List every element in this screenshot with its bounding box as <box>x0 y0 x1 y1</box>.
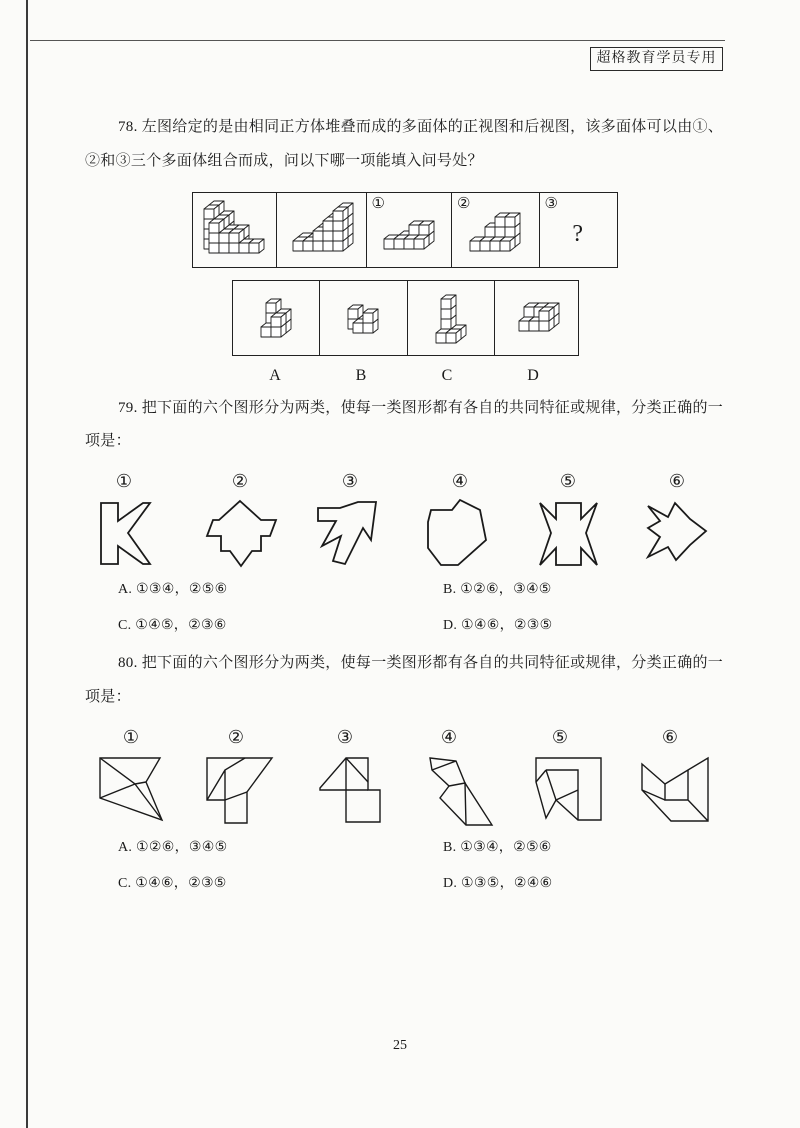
cube <box>266 299 281 313</box>
cube <box>229 229 244 243</box>
q80-figures <box>0 745 800 835</box>
q78-front-view-cell <box>193 193 276 267</box>
q80-label-4: ④ <box>440 727 458 747</box>
q79-figure-4 <box>428 500 486 565</box>
q80-figure-5 <box>536 758 601 820</box>
q79-label-6: ⑥ <box>668 471 686 491</box>
q80-option-b: B. ①③④，②⑤⑥ <box>443 840 552 855</box>
q79-option-c: C. ①④⑤，②③⑥ <box>118 618 227 633</box>
option-b-figure <box>320 281 406 354</box>
cube <box>348 305 363 319</box>
q79-figures <box>0 490 800 575</box>
option-b-letter: B <box>355 367 367 384</box>
q79-figure-1 <box>101 503 150 564</box>
q80-text-line1: 80. 把下面的六个图形分为两类，使每一类图形都有各自的共同特征或规律，分类正确的一 <box>118 655 724 671</box>
q78-option-figures <box>232 280 579 356</box>
option-c-letter: C <box>441 367 453 384</box>
q79-text-line2: 项是： <box>85 433 131 449</box>
q79-figure-6 <box>648 503 706 560</box>
back-view-figure <box>277 193 365 266</box>
q80-label-6: ⑥ <box>661 727 679 747</box>
piece-2-figure <box>452 193 538 266</box>
q79-label-5: ⑤ <box>559 471 577 491</box>
q80-figure-6 <box>642 758 708 821</box>
q78-given-figures <box>192 192 618 268</box>
q80-label-1: ① <box>122 727 140 747</box>
q78-piece-2-cell <box>451 193 539 267</box>
cube <box>363 309 378 323</box>
cube <box>271 313 286 327</box>
option-c-figure <box>408 281 494 354</box>
option-d-figure <box>495 281 577 354</box>
option-a-letter: A <box>269 367 281 384</box>
header-rule <box>30 40 725 41</box>
q80-figure-1 <box>100 758 162 820</box>
q80-figure-2 <box>207 758 272 823</box>
cube <box>500 237 515 251</box>
question-mark: ? <box>572 221 584 247</box>
cube <box>204 205 219 219</box>
q78-option-a-cell <box>233 281 319 355</box>
q79-figure-3 <box>318 502 376 564</box>
q79-label-3: ③ <box>341 471 359 491</box>
piece-1-label: ① <box>371 196 385 212</box>
q80-option-c: C. ①④⑥，②③⑤ <box>118 876 227 891</box>
front-view-figure <box>193 193 276 266</box>
q79-option-d: D. ①④⑥，②③⑤ <box>443 618 553 633</box>
q78-piece-1-cell <box>366 193 452 267</box>
page-number: 25 <box>393 1038 407 1053</box>
q78-option-b-cell <box>319 281 407 355</box>
q78-piece-3-cell <box>539 193 617 267</box>
cube <box>446 329 461 343</box>
q80-option-a: A. ①②⑥，③④⑤ <box>118 840 228 855</box>
option-d-letter: D <box>527 367 539 384</box>
q79-figure-5 <box>540 503 597 565</box>
cube <box>249 239 264 253</box>
header-stamp: 超格教育学员专用 <box>590 47 723 71</box>
q79-figure-2 <box>207 501 276 566</box>
cube <box>441 295 456 309</box>
option-a-figure <box>233 281 319 354</box>
q80-text-line2: 项是： <box>85 689 131 705</box>
cube <box>209 219 224 233</box>
q80-figure-4 <box>430 758 492 825</box>
q78-back-view-cell <box>276 193 366 267</box>
q78-text-line1: 78. 左图给定的是由相同正方体堆叠而成的多面体的正视图和后视图，该多面体可以由①、 <box>118 119 724 135</box>
piece-1-figure <box>367 193 451 266</box>
q79-label-2: ② <box>231 471 249 491</box>
piece-3-label: ③ <box>544 196 558 212</box>
q78-option-d-cell <box>494 281 577 355</box>
cube <box>539 307 554 321</box>
q80-label-5: ⑤ <box>551 727 569 747</box>
q78-text-line2: ②和③三个多面体组合而成，问以下哪一项能填入问号处？ <box>85 153 483 169</box>
cube <box>419 221 434 235</box>
q79-text-line1: 79. 把下面的六个图形分为两类，使每一类图形都有各自的共同特征或规律，分类正确的一 <box>118 400 724 416</box>
q80-label-3: ③ <box>336 727 354 747</box>
q79-option-b: B. ①②⑥，③④⑤ <box>443 582 552 597</box>
q79-label-1: ① <box>115 471 133 491</box>
q78-option-c-cell <box>407 281 495 355</box>
q80-figure-3 <box>320 758 380 822</box>
cube <box>414 235 429 249</box>
piece-2-label: ② <box>457 196 471 212</box>
q79-option-a: A. ①③④，②⑤⑥ <box>118 582 228 597</box>
q80-option-d: D. ①③⑤，②④⑥ <box>443 876 553 891</box>
q80-label-2: ② <box>227 727 245 747</box>
cube <box>333 207 348 221</box>
q78-option-letters <box>232 367 579 385</box>
q79-label-4: ④ <box>451 471 469 491</box>
cube <box>505 213 520 227</box>
